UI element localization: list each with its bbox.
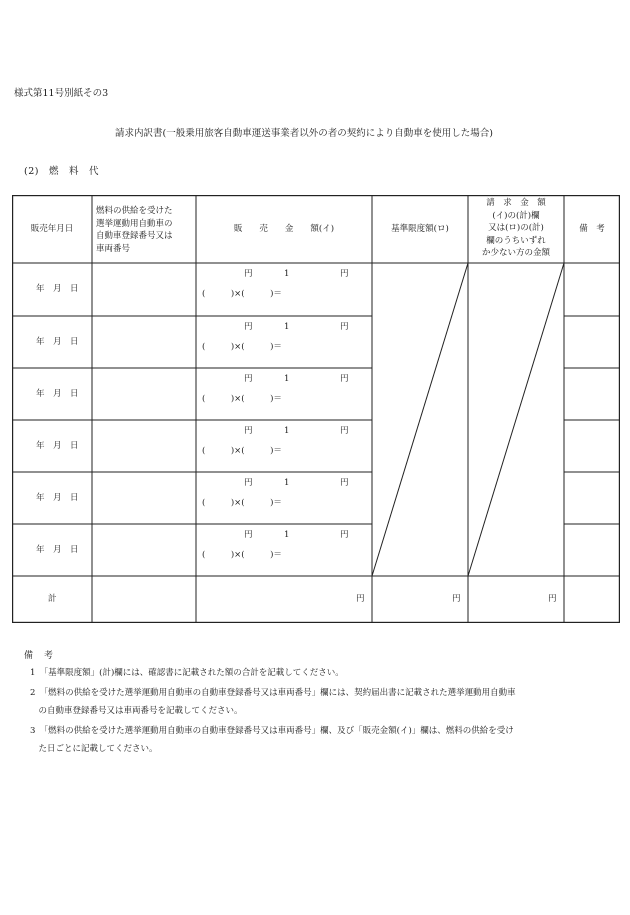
- total-row: [12, 576, 620, 623]
- header-vehicle-number: 燃料の供給を受けた 選挙運動用自動車の 自動車登録番号又は 車両番号: [96, 206, 173, 254]
- total-label: 計: [48, 594, 57, 604]
- row-one: 1: [284, 426, 290, 436]
- row-formula: ( )×( )＝: [202, 498, 282, 508]
- notes-heading: 備 考: [24, 651, 55, 661]
- row-yen-1: 円: [244, 322, 253, 332]
- row-yen-2: 円: [340, 530, 349, 540]
- row-date: 年 月 日: [36, 337, 79, 347]
- row-yen-2: 円: [340, 322, 349, 332]
- header-sale-date: 販売年月日: [30, 224, 74, 234]
- row-yen-1: 円: [244, 426, 253, 436]
- row-one: 1: [284, 478, 290, 488]
- row-formula: ( )×( )＝: [202, 394, 282, 404]
- note-item: 2 「燃料の供給を受けた選挙運動用自動車の自動車登録番号又は車両番号」欄には、契約届出書に記載された選挙運動用自動車: [30, 688, 516, 698]
- row-yen-2: 円: [340, 478, 349, 488]
- row-date: 年 月 日: [36, 389, 79, 399]
- header-claim-amount: 請 求 金 額 (イ)の(計)欄 又は(ロ)の(計) 欄のうちいずれ か少ない方の金額: [481, 198, 550, 258]
- row-formula: ( )×( )＝: [202, 550, 282, 560]
- row-formula: ( )×( )＝: [202, 446, 282, 456]
- total-claim-yen: 円: [548, 594, 557, 604]
- total-limit-yen: 円: [452, 594, 461, 604]
- row-formula: ( )×( )＝: [202, 342, 282, 352]
- row-yen-1: 円: [244, 374, 253, 384]
- row-date: 年 月 日: [36, 545, 79, 555]
- row-yen-2: 円: [340, 269, 349, 279]
- note-item: 1 「基準限度額」(計)欄には、確認書に記載された額の合計を記載してください。: [30, 668, 344, 678]
- row-one: 1: [284, 530, 290, 540]
- note-item: の自動車登録番号又は車両番号を記載してください。: [30, 706, 243, 716]
- total-sale-yen: 円: [356, 594, 365, 604]
- section-heading: (2) 燃 料 代: [24, 166, 99, 177]
- table-row: [12, 316, 620, 368]
- row-date: 年 月 日: [36, 441, 79, 451]
- row-one: 1: [284, 322, 290, 332]
- header-remarks: 備 考: [579, 224, 605, 234]
- table-row: [12, 472, 620, 524]
- row-yen-1: 円: [244, 269, 253, 279]
- row-yen-2: 円: [340, 426, 349, 436]
- table-row: [12, 524, 620, 576]
- header-sale-amount: 販 売 金 額(イ): [233, 224, 335, 234]
- fuel-cost-table: [12, 195, 620, 623]
- row-formula: ( )×( )＝: [202, 289, 282, 299]
- row-yen-1: 円: [244, 478, 253, 488]
- header-base-limit: 基準限度額(ロ): [391, 224, 449, 234]
- form-number: 様式第11号別紙その3: [14, 88, 109, 99]
- row-yen-1: 円: [244, 530, 253, 540]
- row-one: 1: [284, 269, 290, 279]
- row-yen-2: 円: [340, 374, 349, 384]
- row-date: 年 月 日: [36, 493, 79, 503]
- note-item: た日ごとに記載してください。: [30, 744, 158, 754]
- row-one: 1: [284, 374, 290, 384]
- row-date: 年 月 日: [36, 284, 79, 294]
- table-row: [12, 368, 620, 420]
- note-item: 3 「燃料の供給を受けた選挙運動用自動車の自動車登録番号又は車両番号」欄、及び「販売金額(イ)」欄は、燃料の供給を受け: [30, 726, 514, 736]
- document-title: 請求内訳書(一般乗用旅客自動車運送事業者以外の者の契約により自動車を使用した場合): [115, 128, 493, 139]
- table-row: [12, 420, 620, 472]
- table-row: [12, 263, 620, 316]
